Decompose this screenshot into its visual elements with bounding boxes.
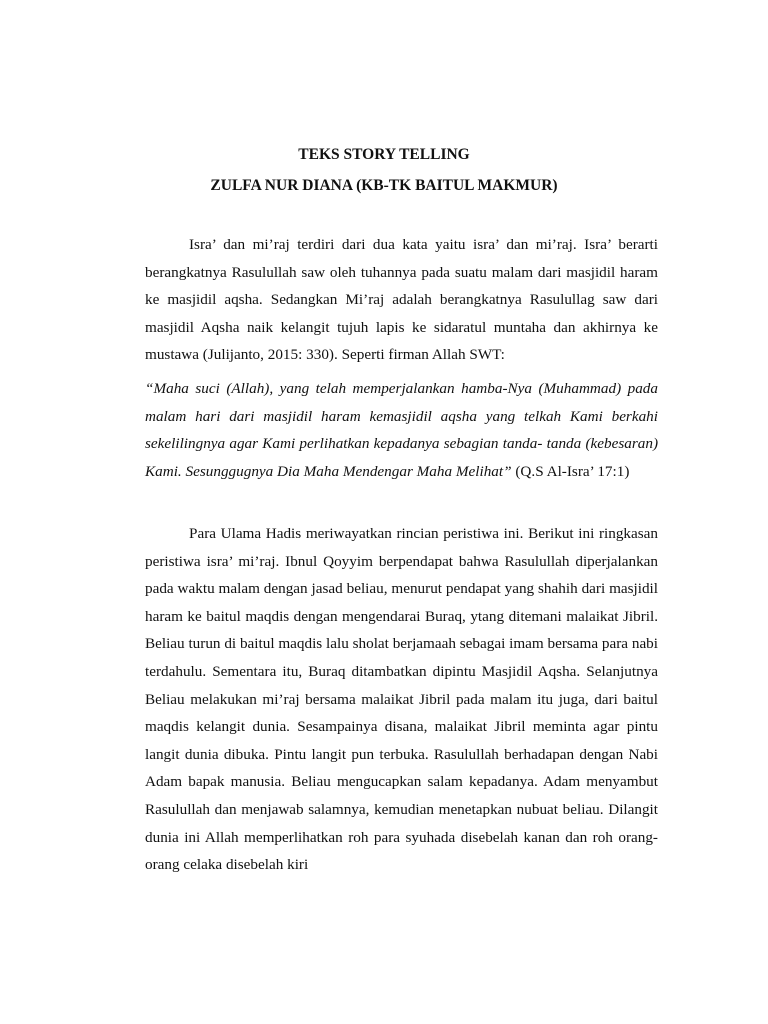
quote-text: “Maha suci (Allah), yang telah memperjalankan hamba-Nya (Muhammad) pada malam hari dari masjidil haram kemasjidil aqsha yang telkah Kami berkahi sekelilingnya agar Kami perlihatkan kepadanya sebagian tanda- tanda (kebesaran) Kami. Sesunggugnya Dia Maha Mendengar Maha Melihat”	[145, 380, 658, 480]
paragraph-2: Para Ulama Hadis meriwayatkan rincian peristiwa ini. Berikut ini ringkasan peristiwa isra’ mi’raj. Ibnul Qoyyim berpendapat bahwa Rasulullah diperjalankan pada waktu malam dengan jasad beliau, menurut pendapat yang shahih dari masjidil haram ke baitul maqdis dengan mengendarai Buraq, ytang ditemani malaikat Jibril. Beliau turun di baitul maqdis lalu sholat berjamaah sebagai imam bersama para nabi terdahulu. Sementara itu, Buraq ditambatkan dipintu Masjidil Aqsha. Selanjutnya Beliau melakukan mi’raj bersama malaikat Jibril pada malam itu juga, dari baitul maqdis kelangit dunia. Sesampainya disana, malaikat Jibril meminta agar pintu langit dunia dibuka. Pintu langit pun terbuka. Rasulullah berhadapan dengan Nabi Adam bapak manusia. Beliau mengucapkan salam kepadanya. Adam menyambut Rasulullah dan menjawab salamnya, kemudian menetapkan nubuat beliau. Dilangit dunia ini Allah memperlihatkan roh para syuhada disebelah kanan dan roh orang-orang celaka disebelah kiri	[145, 525, 658, 874]
quote-reference: (Q.S Al-Isra’ 17:1)	[511, 462, 630, 480]
paragraph-1: Isra’ dan mi’raj terdiri dari dua kata yaitu isra’ dan mi’raj. Isra’ berarti berangkatnya Rasulullah saw oleh tuhannya pada suatu malam dari masjidil haram ke masjidil aqsha. Sedangkan Mi’raj adalah berangkatnya Rasulullag saw dari masjidil Aqsha naik kelangit tujuh lapis ke sidaratul muntaha dan akhirnya ke mustawa (Julijanto, 2015: 330). Seperti firman Allah SWT:	[145, 236, 658, 364]
document-title: TEKS STORY TELLING	[298, 146, 470, 163]
quote-block	[145, 375, 658, 485]
document-subtitle: ZULFA NUR DIANA (KB-TK BAITUL MAKMUR)	[210, 177, 558, 194]
